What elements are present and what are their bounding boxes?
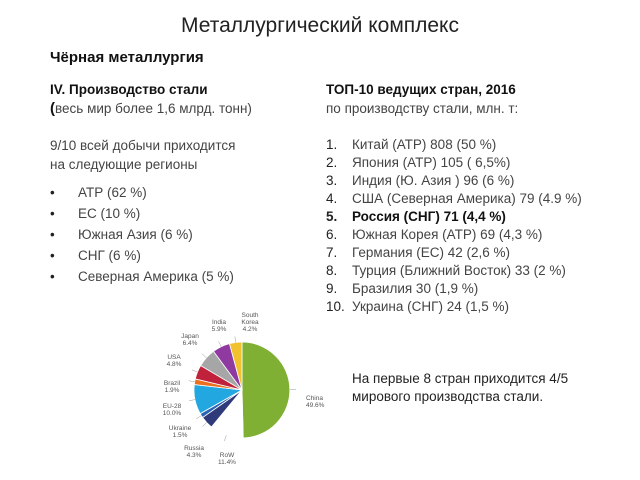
countries-list — [326, 136, 626, 316]
pie-slice-china — [242, 342, 290, 438]
section-subtitle: Чёрная металлургия — [50, 49, 204, 66]
steel-production-heading: IV. Производство стали — [50, 82, 208, 97]
pie-leader-row — [224, 435, 226, 441]
pie-label-china: China 49.6% — [306, 395, 325, 409]
summary-note-line-2: мирового производства стали. — [352, 389, 544, 404]
pie-leader-ukraine — [196, 416, 201, 419]
pie-leader-russia — [202, 423, 206, 427]
regions-list — [50, 182, 310, 287]
steel-production-pie-chart — [150, 305, 330, 470]
pie-label-usa: USA 4.8% — [166, 354, 182, 368]
list-item: 10. Украина (СНГ) 24 (1,5 %) — [326, 299, 509, 314]
list-item: 1. Китай (АТР) 808 (50 %) — [326, 137, 497, 152]
world-total-text: весь мир более 1,6 млрд. тонн) — [55, 101, 252, 116]
list-item: 8. Турция (Ближний Восток) 33 (2 %) — [326, 263, 566, 278]
pie-leader-japan — [202, 354, 206, 358]
list-item: 9. Бразилия 30 (1,9 %) — [326, 281, 479, 296]
top-countries-heading: ТОП-10 ведущих стран, 2016 — [326, 82, 516, 97]
pie-leader-eu-28 — [189, 400, 195, 401]
list-item: • АТР (62 %) — [50, 182, 310, 203]
page-title: Металлургический комплекс — [181, 14, 459, 37]
pie-leader-brazil — [189, 381, 195, 382]
pie-label-india: India 5.9% — [211, 319, 227, 333]
share-line-1: 9/10 всей добычи приходится — [50, 138, 236, 153]
world-total-line — [50, 99, 310, 118]
list-item: • СНГ (6 %) — [50, 245, 310, 266]
pie-label-row: RoW 11.4% — [218, 452, 236, 466]
share-line-2: на следующие регионы — [50, 157, 198, 172]
list-item: 7. Германия (ЕС) 42 (2,6 %) — [326, 245, 511, 260]
list-item: • ЕС (10 %) — [50, 203, 310, 224]
pie-label-ukraine: Ukraine 1.5% — [168, 425, 192, 439]
list-item: 2. Япония (АТР) 105 ( 6,5%) — [326, 155, 511, 170]
steel-production-column — [50, 80, 310, 287]
pie-leader-south-korea — [235, 336, 236, 342]
list-item: • Южная Азия (6 %) — [50, 224, 310, 245]
pie-label-south-korea: South Korea 4.2% — [241, 312, 259, 333]
pie-label-russia: Russia 4.3% — [184, 445, 204, 459]
world-total-paren: ( — [50, 100, 55, 117]
summary-note — [352, 370, 602, 406]
pie-leader-usa — [192, 370, 198, 372]
pie-label-eu-28: EU-28 10.0% — [162, 403, 182, 417]
list-item-highlighted: 5. Россия (СНГ) 71 (4,4 %) — [326, 209, 506, 224]
list-item: 6. Южная Корея (АТР) 69 (4,3 %) — [326, 227, 543, 242]
top-countries-column — [326, 80, 626, 316]
pie-leader-india — [219, 341, 222, 346]
list-item: • Северная Америка (5 %) — [50, 266, 310, 287]
pie-label-japan: Japan 6.4% — [181, 333, 199, 347]
top-countries-subheading: по производству стали, млн. т: — [326, 101, 519, 116]
list-item: 3. Индия (Ю. Азия ) 96 (6 %) — [326, 173, 515, 188]
pie-label-brazil: Brazil 1.9% — [163, 380, 181, 394]
summary-note-line-1: На первые 8 стран приходится 4/5 — [352, 371, 569, 386]
list-item: 4. США (Северная Америка) 79 (4.9 %) — [326, 191, 582, 206]
